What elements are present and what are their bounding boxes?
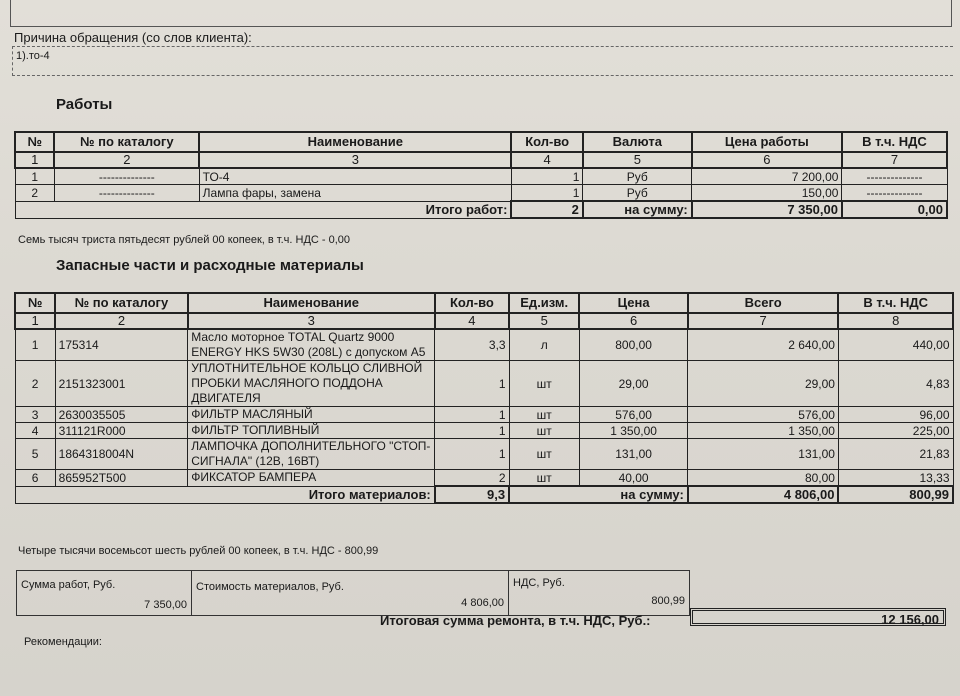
line-total: 2 640,00 (688, 329, 839, 361)
works-total-vat: 0,00 (842, 201, 947, 218)
catalog-number: -------------- (54, 185, 199, 202)
row-number: 2 (15, 185, 54, 202)
summary-vat-label: НДС, Руб. (513, 577, 565, 589)
works-title: Работы (56, 96, 113, 113)
currency: Руб (583, 168, 692, 185)
works-total-label: Итого работ: (15, 201, 511, 218)
catalog-number: -------------- (54, 168, 199, 185)
unit: шт (509, 470, 579, 487)
summary-works-value: 7 350,00 (144, 599, 187, 611)
parts-header-cell: Наименование (188, 293, 435, 313)
parts-title: Запасные части и расходные материалы (56, 257, 364, 274)
vat-value: 13,33 (838, 470, 953, 487)
table-row (15, 361, 953, 407)
quantity: 3,3 (435, 329, 509, 361)
parts-index-cell: 5 (509, 313, 579, 329)
table-row (15, 407, 953, 423)
parts-header-cell: № по каталогу (55, 293, 188, 313)
vat-value: 96,00 (838, 407, 953, 423)
parts-total-row (15, 486, 953, 503)
catalog-number: 175314 (55, 329, 188, 361)
parts-total-vat: 800,99 (838, 486, 953, 503)
catalog-number: 2630035505 (55, 407, 188, 423)
works-header-row (15, 132, 947, 152)
row-number: 1 (15, 168, 54, 185)
catalog-number: 2151323001 (55, 361, 188, 407)
table-row (15, 185, 947, 202)
vat-value: 225,00 (838, 423, 953, 439)
unit-price: 576,00 (579, 407, 687, 423)
unit: л (509, 329, 579, 361)
table-row (15, 423, 953, 439)
works-index-row (15, 152, 947, 168)
parts-index-cell: 4 (435, 313, 509, 329)
unit-price: 29,00 (579, 361, 687, 407)
table-row (15, 439, 953, 470)
works-header-cell: Наименование (199, 132, 511, 152)
header-box (10, 0, 952, 27)
parts-total-words: Четыре тысячи восемьсот шесть рублей 00 копеек, в т.ч. НДС - 800,99 (18, 545, 379, 557)
parts-index-cell: 8 (838, 313, 953, 329)
works-index-cell: 1 (15, 152, 54, 168)
vat-value: 21,83 (838, 439, 953, 470)
parts-index-cell: 6 (579, 313, 687, 329)
works-header-cell: В т.ч. НДС (842, 132, 947, 152)
item-name: Масло моторное TOTAL Quartz 9000 ENERGY HKS 5W30 (208L) с допуском А5 (188, 329, 435, 361)
parts-sum-label: на сумму: (509, 486, 688, 503)
item-name: ФИКСАТОР БАМПЕРА (188, 470, 435, 487)
reason-text: 1).то-4 (16, 50, 50, 62)
unit-price: 131,00 (579, 439, 687, 470)
parts-header-cell: Ед.изм. (509, 293, 579, 313)
unit-price: 40,00 (579, 470, 687, 487)
works-header-cell: Цена работы (692, 132, 842, 152)
works-index-cell: 5 (583, 152, 692, 168)
works-index-cell: 6 (692, 152, 842, 168)
quantity: 1 (435, 423, 509, 439)
works-header-cell: № по каталогу (54, 132, 199, 152)
quantity: 1 (511, 185, 582, 202)
unit: шт (509, 407, 579, 423)
works-total-sum: 7 350,00 (692, 201, 842, 218)
catalog-number: 865952T500 (55, 470, 188, 487)
quantity: 1 (435, 361, 509, 407)
parts-index-cell: 3 (188, 313, 435, 329)
parts-index-cell: 7 (688, 313, 839, 329)
unit-price: 1 350,00 (579, 423, 687, 439)
line-total: 576,00 (688, 407, 839, 423)
quantity: 1 (435, 439, 509, 470)
quantity: 1 (511, 168, 582, 185)
parts-header-cell: № (15, 293, 55, 313)
summary-materials-label: Стоимость материалов, Руб. (196, 581, 344, 593)
parts-total-sum: 4 806,00 (688, 486, 839, 503)
row-number: 2 (15, 361, 55, 407)
parts-header-cell: В т.ч. НДС (838, 293, 953, 313)
unit: шт (509, 361, 579, 407)
row-number: 3 (15, 407, 55, 423)
unit-price: 800,00 (579, 329, 687, 361)
work-price: 7 200,00 (692, 168, 842, 185)
work-price: 150,00 (692, 185, 842, 202)
catalog-number: 311121R000 (55, 423, 188, 439)
works-sum-label: на сумму: (583, 201, 692, 218)
table-row (15, 470, 953, 487)
reason-box (12, 46, 953, 76)
works-total-qty: 2 (511, 201, 582, 218)
item-name: ФИЛЬТР ТОПЛИВНЫЙ (188, 423, 435, 439)
summary-materials-value: 4 806,00 (461, 597, 504, 609)
parts-index-cell: 2 (55, 313, 188, 329)
reason-label: Причина обращения (со слов клиента): (14, 30, 252, 45)
unit: шт (509, 423, 579, 439)
parts-total-qty: 9,3 (435, 486, 509, 503)
works-total-words: Семь тысяч триста пятьдесят рублей 00 копеек, в т.ч. НДС - 0,00 (18, 234, 351, 246)
parts-table (14, 292, 954, 504)
item-name: Лампа фары, замена (199, 185, 511, 202)
item-name: УПЛОТНИТЕЛЬНОЕ КОЛЬЦО СЛИВНОЙ ПРОБКИ МАСЛЯНОГО ПОДДОНА ДВИГАТЕЛЯ (188, 361, 435, 407)
parts-header-cell: Цена (579, 293, 687, 313)
vat-value: -------------- (842, 185, 947, 202)
unit: шт (509, 439, 579, 470)
parts-header-cell: Всего (688, 293, 839, 313)
table-row (15, 329, 953, 361)
works-index-cell: 7 (842, 152, 947, 168)
catalog-number: 1864318004N (55, 439, 188, 470)
quantity: 1 (435, 407, 509, 423)
line-total: 29,00 (688, 361, 839, 407)
works-total-row (15, 201, 947, 218)
works-table (14, 131, 948, 219)
works-index-cell: 4 (511, 152, 582, 168)
grand-total-value: 12 156,00 (690, 608, 946, 626)
works-index-cell: 3 (199, 152, 511, 168)
vat-value: 440,00 (838, 329, 953, 361)
item-name: ТО-4 (199, 168, 511, 185)
grand-total-label: Итоговая сумма ремонта, в т.ч. НДС, Руб.: (380, 613, 651, 628)
item-name: ФИЛЬТР МАСЛЯНЫЙ (188, 407, 435, 423)
summary-works-label: Сумма работ, Руб. (21, 579, 116, 591)
parts-header-cell: Кол-во (435, 293, 509, 313)
row-number: 5 (15, 439, 55, 470)
quantity: 2 (435, 470, 509, 487)
works-header-cell: Валюта (583, 132, 692, 152)
summary-works-cell (17, 571, 192, 615)
summary-box (16, 570, 690, 616)
row-number: 6 (15, 470, 55, 487)
recommendations-label: Рекомендации: (24, 636, 102, 648)
works-header-cell: Кол-во (511, 132, 582, 152)
table-row (15, 168, 947, 185)
parts-header-row (15, 293, 953, 313)
row-number: 1 (15, 329, 55, 361)
row-number: 4 (15, 423, 55, 439)
summary-materials-cell (192, 571, 509, 615)
line-total: 131,00 (688, 439, 839, 470)
parts-total-label: Итого материалов: (15, 486, 435, 503)
works-index-cell: 2 (54, 152, 199, 168)
parts-index-row (15, 313, 953, 329)
currency: Руб (583, 185, 692, 202)
item-name: ЛАМПОЧКА ДОПОЛНИТЕЛЬНОГО "СТОП-СИГНАЛА" (12В, 16ВТ) (188, 439, 435, 470)
parts-index-cell: 1 (15, 313, 55, 329)
line-total: 80,00 (688, 470, 839, 487)
summary-vat-cell (509, 571, 689, 615)
summary-vat-value: 800,99 (651, 595, 685, 607)
line-total: 1 350,00 (688, 423, 839, 439)
vat-value: 4,83 (838, 361, 953, 407)
works-header-cell: № (15, 132, 54, 152)
vat-value: -------------- (842, 168, 947, 185)
